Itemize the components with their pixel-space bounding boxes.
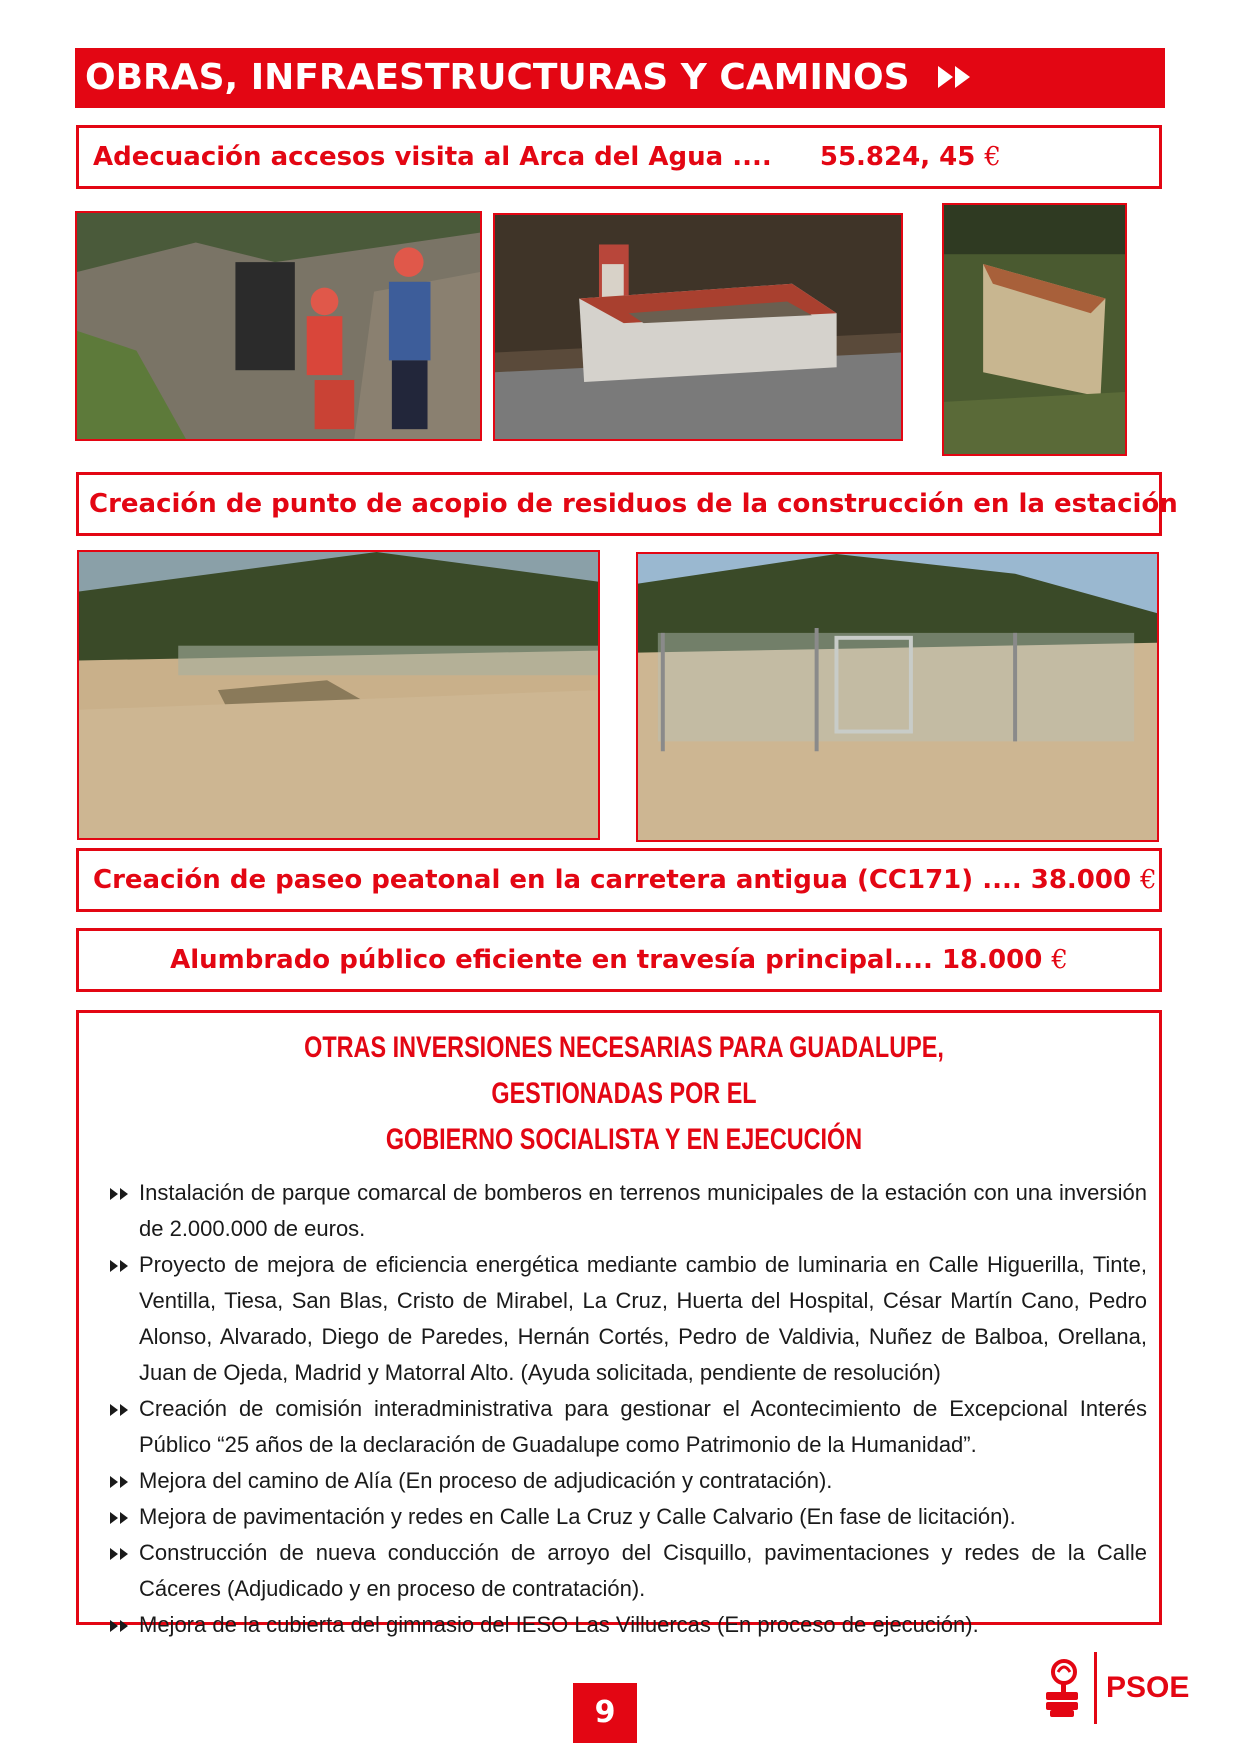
section-title: OBRAS, INFRAESTRUCTURAS Y CAMINOS	[85, 57, 910, 98]
investments-box	[76, 1010, 1162, 1637]
double-chevron-icon	[936, 49, 974, 109]
list-item: Proyecto de mejora de eficiencia energética mediante cambio de luminaria en Calle Higuerilla, Tinte, Ventilla, Tiesa, San Blas, Cristo de Mirabel, La Cruz, Huerta del Hospital, César Martín Cano, Pedro Alonso, Alvarado, Diego de Paredes, Hernán Cortés, Pedro de Valdivia, Nuñez de Balboa, Orellana, Juan de Ojeda, Madrid y Matorral Alto. (Ayuda solicitada, pendiente de resolución)	[101, 1247, 1147, 1391]
photo-brick-fountain	[493, 213, 903, 441]
arca-item-box	[76, 125, 1162, 189]
page-number: 9	[573, 1683, 637, 1743]
list-item: Construcción de nueva conducción de arroyo del Cisquillo, pavimentaciones y redes de la Calle Cáceres (Adjudicado y en proceso de contratación).	[101, 1535, 1147, 1607]
list-item: Instalación de parque comarcal de bomberos en terrenos municipales de la estación con una inversión de 2.000.000 de euros.	[101, 1175, 1147, 1247]
paseo-item-box	[76, 848, 1162, 912]
psoe-logo	[1040, 1652, 1190, 1726]
list-item: Creación de comisión interadministrativa para gestionar el Acontecimiento de Excepcional Interés Público “25 años de la declaración de Guadalupe como Patrimonio de la Humanidad”.	[101, 1391, 1147, 1463]
investments-title-line1: OTRAS INVERSIONES NECESARIAS PARA GUADALUPE, GESTIONADAS POR EL	[304, 1031, 944, 1110]
paseo-item-label: Creación de paseo peatonal en la carretera antigua (CC171) .... 38.000	[93, 865, 1132, 895]
alumbrado-item-currency: €	[1051, 945, 1068, 975]
acopio-item-box	[76, 472, 1178, 536]
photo-workers-tunnel	[75, 211, 482, 441]
investments-title	[216, 1025, 1032, 1163]
double-chevron-bullet-icon	[109, 1619, 131, 1633]
logo-divider	[1094, 1652, 1097, 1724]
alumbrado-item-label: Alumbrado público eficiente en travesía principal.... 18.000	[170, 945, 1043, 975]
alumbrado-item-box	[76, 928, 1162, 992]
paseo-item-currency: €	[1140, 865, 1157, 895]
list-item: Mejora de pavimentación y redes en Calle La Cruz y Calle Calvario (En fase de licitación).	[101, 1499, 1147, 1535]
photo-collection-point-ramp	[77, 550, 600, 840]
investments-title-line2: GOBIERNO SOCIALISTA Y EN EJECUCIÓN	[385, 1123, 863, 1156]
photo-collection-point-fence	[636, 552, 1159, 842]
double-chevron-bullet-icon	[109, 1547, 131, 1561]
psoe-logo-text: PSOE	[1106, 1671, 1190, 1704]
investments-list	[101, 1175, 1147, 1643]
double-chevron-bullet-icon	[109, 1475, 131, 1489]
acopio-item-label: Creación de punto de acopio de residuos de la construcción en la estación	[89, 489, 1178, 519]
section-header	[75, 48, 1165, 108]
arca-item-amount: 55.824, 45	[819, 142, 976, 172]
list-item: Mejora de la cubierta del gimnasio del IESO Las Villuercas (En proceso de ejecución).	[101, 1607, 1147, 1643]
double-chevron-bullet-icon	[109, 1259, 131, 1273]
photo-stone-trough	[942, 203, 1127, 456]
list-item: Mejora del camino de Alía (En proceso de adjudicación y contratación).	[101, 1463, 1147, 1499]
double-chevron-bullet-icon	[109, 1511, 131, 1525]
arca-item-currency: €	[984, 142, 1001, 172]
double-chevron-bullet-icon	[109, 1403, 131, 1417]
rose-fist-icon	[1040, 1658, 1084, 1718]
double-chevron-bullet-icon	[109, 1187, 131, 1201]
arca-item-label: Adecuación accesos visita al Arca del Agua ....	[93, 142, 772, 172]
